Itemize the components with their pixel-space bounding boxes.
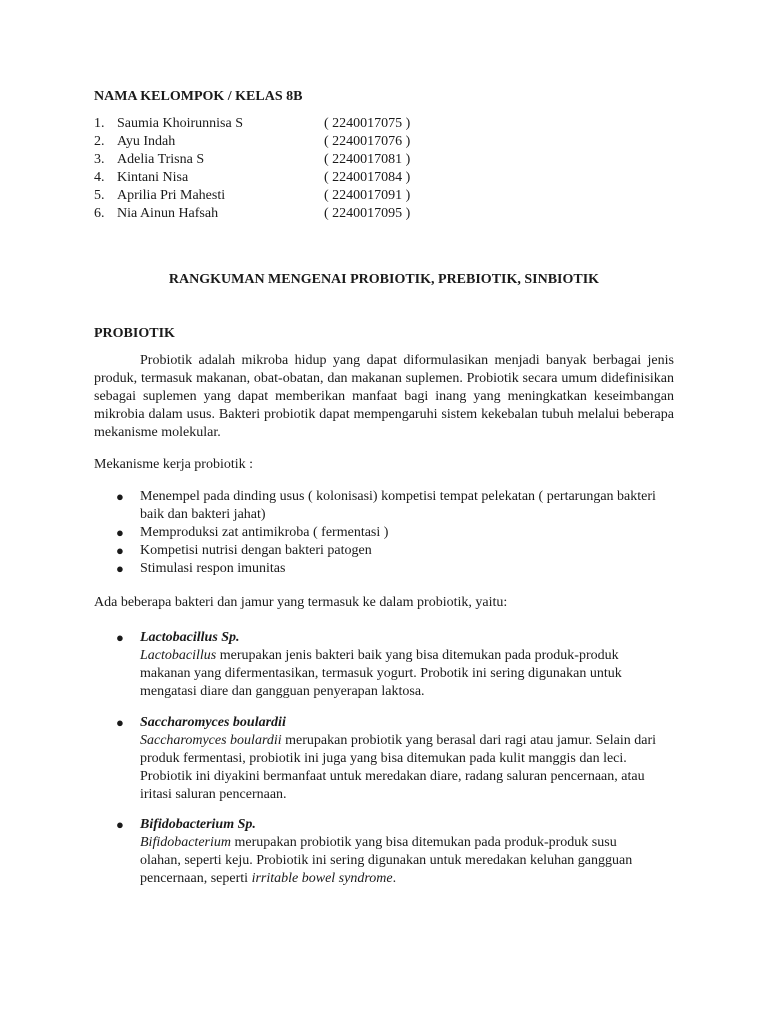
mechanism-item — [94, 488, 674, 524]
bacteria-name — [94, 714, 674, 732]
member-item — [94, 205, 674, 223]
member-nim: ( 2240017075 ) — [324, 116, 411, 131]
bacteria-desc-italic: Bifidobacterium — [140, 835, 231, 850]
member-name: Kintani Nisa — [117, 170, 189, 185]
section-title: PROBIOTIK — [94, 326, 175, 341]
bacteria-desc-italic: Saccharomyces boulardii — [140, 733, 282, 748]
member-nim: ( 2240017095 ) — [324, 206, 411, 221]
mechanism-text: Kompetisi nutrisi dengan bakteri patogen — [140, 543, 372, 558]
bullet-icon: ● — [116, 543, 124, 558]
bullet-icon: ● — [116, 630, 124, 645]
mechanism-text: Stimulasi respon imunitas — [140, 561, 286, 576]
member-nim: ( 2240017076 ) — [324, 134, 411, 149]
member-list — [94, 115, 674, 223]
bullet-icon: ● — [116, 817, 124, 832]
bullet-icon: ● — [116, 525, 124, 540]
bacteria-intro: Ada beberapa bakteri dan jamur yang termasuk ke dalam probiotik, yaitu: — [94, 595, 508, 610]
member-number: 1. — [94, 116, 105, 131]
member-nim: ( 2240017084 ) — [324, 170, 411, 185]
member-name: Ayu Indah — [117, 134, 176, 149]
bullet-icon: ● — [116, 715, 124, 730]
bacteria-item — [94, 816, 674, 888]
bacteria-item — [94, 714, 674, 804]
bacteria-desc-tail: . — [392, 871, 397, 886]
member-name: Aprilia Pri Mahesti — [117, 188, 226, 203]
member-item — [94, 151, 674, 169]
bacteria-desc-text: merupakan probiotik yang bisa ditemukan pada produk-produk susu olahan, seperti keju. Probiotik ini sering digunakan untuk meredakan keluhan gangguan pencernaan, seperti — [140, 835, 633, 886]
bacteria-desc-text: merupakan probiotik yang berasal dari ragi atau jamur. Selain dari produk fermentasi, probiotik ini juga yang bisa ditemukan pada kulit manggis dan leci. Probiotik ini diyakini bermanfaat untuk meredakan diare, radang saluran pencernaan, atau iritasi saluran pencernaan. — [140, 733, 657, 802]
bullet-icon: ● — [116, 561, 124, 576]
mechanism-item — [94, 542, 674, 560]
bacteria-name — [94, 816, 674, 834]
mechanism-intro: Mekanisme kerja probiotik : — [94, 457, 254, 472]
bacteria-desc-italic: Lactobacillus — [140, 648, 217, 663]
member-item — [94, 169, 674, 187]
bacteria-name-text: Lactobacillus Sp. — [140, 630, 240, 645]
member-name: Saumia Khoirunnisa S — [117, 116, 243, 131]
mechanism-text: Menempel pada dinding usus ( kolonisasi) kompetisi tempat pelekatan ( pertarungan bakteri baik dan bakteri jahat) — [140, 489, 656, 522]
bacteria-description — [94, 732, 660, 804]
mechanism-item — [94, 560, 674, 578]
member-nim: ( 2240017081 ) — [324, 152, 411, 167]
bacteria-name-text: Saccharomyces boulardii — [140, 715, 286, 730]
bacteria-description — [94, 834, 660, 888]
member-item — [94, 133, 674, 151]
member-number: 5. — [94, 188, 105, 203]
mechanism-list — [94, 488, 674, 578]
group-title: NAMA KELOMPOK / KELAS 8B — [94, 89, 303, 104]
member-name: Nia Ainun Hafsah — [117, 206, 219, 221]
bacteria-description — [94, 647, 660, 701]
mechanism-item — [94, 524, 674, 542]
bacteria-name-text: Bifidobacterium Sp. — [140, 817, 256, 832]
intro-paragraph: Probiotik adalah mikroba hidup yang dapat diformulasikan menjadi banyak berbagai jenis produk, termasuk makanan, obat-obatan, dan makanan suplemen. Probiotik secara umum didefinisikan sebagai suplemen yang dapat memberikan manfaat bagi inang yang meningkatkan keseimbangan mikrobia dalam usus. Bakteri probiotik dapat mempengaruhi sistem kekebalan tubuh melalui beberapa mekanisme molekular. — [94, 353, 674, 440]
member-item — [94, 187, 674, 205]
bacteria-desc-text: merupakan jenis bakteri baik yang bisa ditemukan pada produk-produk makanan yang difermentasikan, termasuk yogurt. Probotik ini sering digunakan untuk mengatasi diare dan gangguan penyerapan laktosa. — [140, 648, 622, 699]
mechanism-text: Memproduksi zat antimikroba ( fermentasi ) — [140, 525, 389, 540]
member-number: 2. — [94, 134, 105, 149]
bacteria-desc-tail-italic: irritable bowel syndrome — [251, 871, 393, 886]
member-number: 6. — [94, 206, 105, 221]
bacteria-name — [94, 629, 674, 647]
bacteria-item — [94, 629, 674, 701]
member-name: Adelia Trisna S — [117, 152, 205, 167]
member-nim: ( 2240017091 ) — [324, 188, 411, 203]
document-title: RANGKUMAN MENGENAI PROBIOTIK, PREBIOTIK, SINBIOTIK — [168, 272, 600, 287]
member-number: 3. — [94, 152, 105, 167]
bullet-icon: ● — [116, 489, 124, 504]
member-item — [94, 115, 674, 133]
member-number: 4. — [94, 170, 105, 185]
